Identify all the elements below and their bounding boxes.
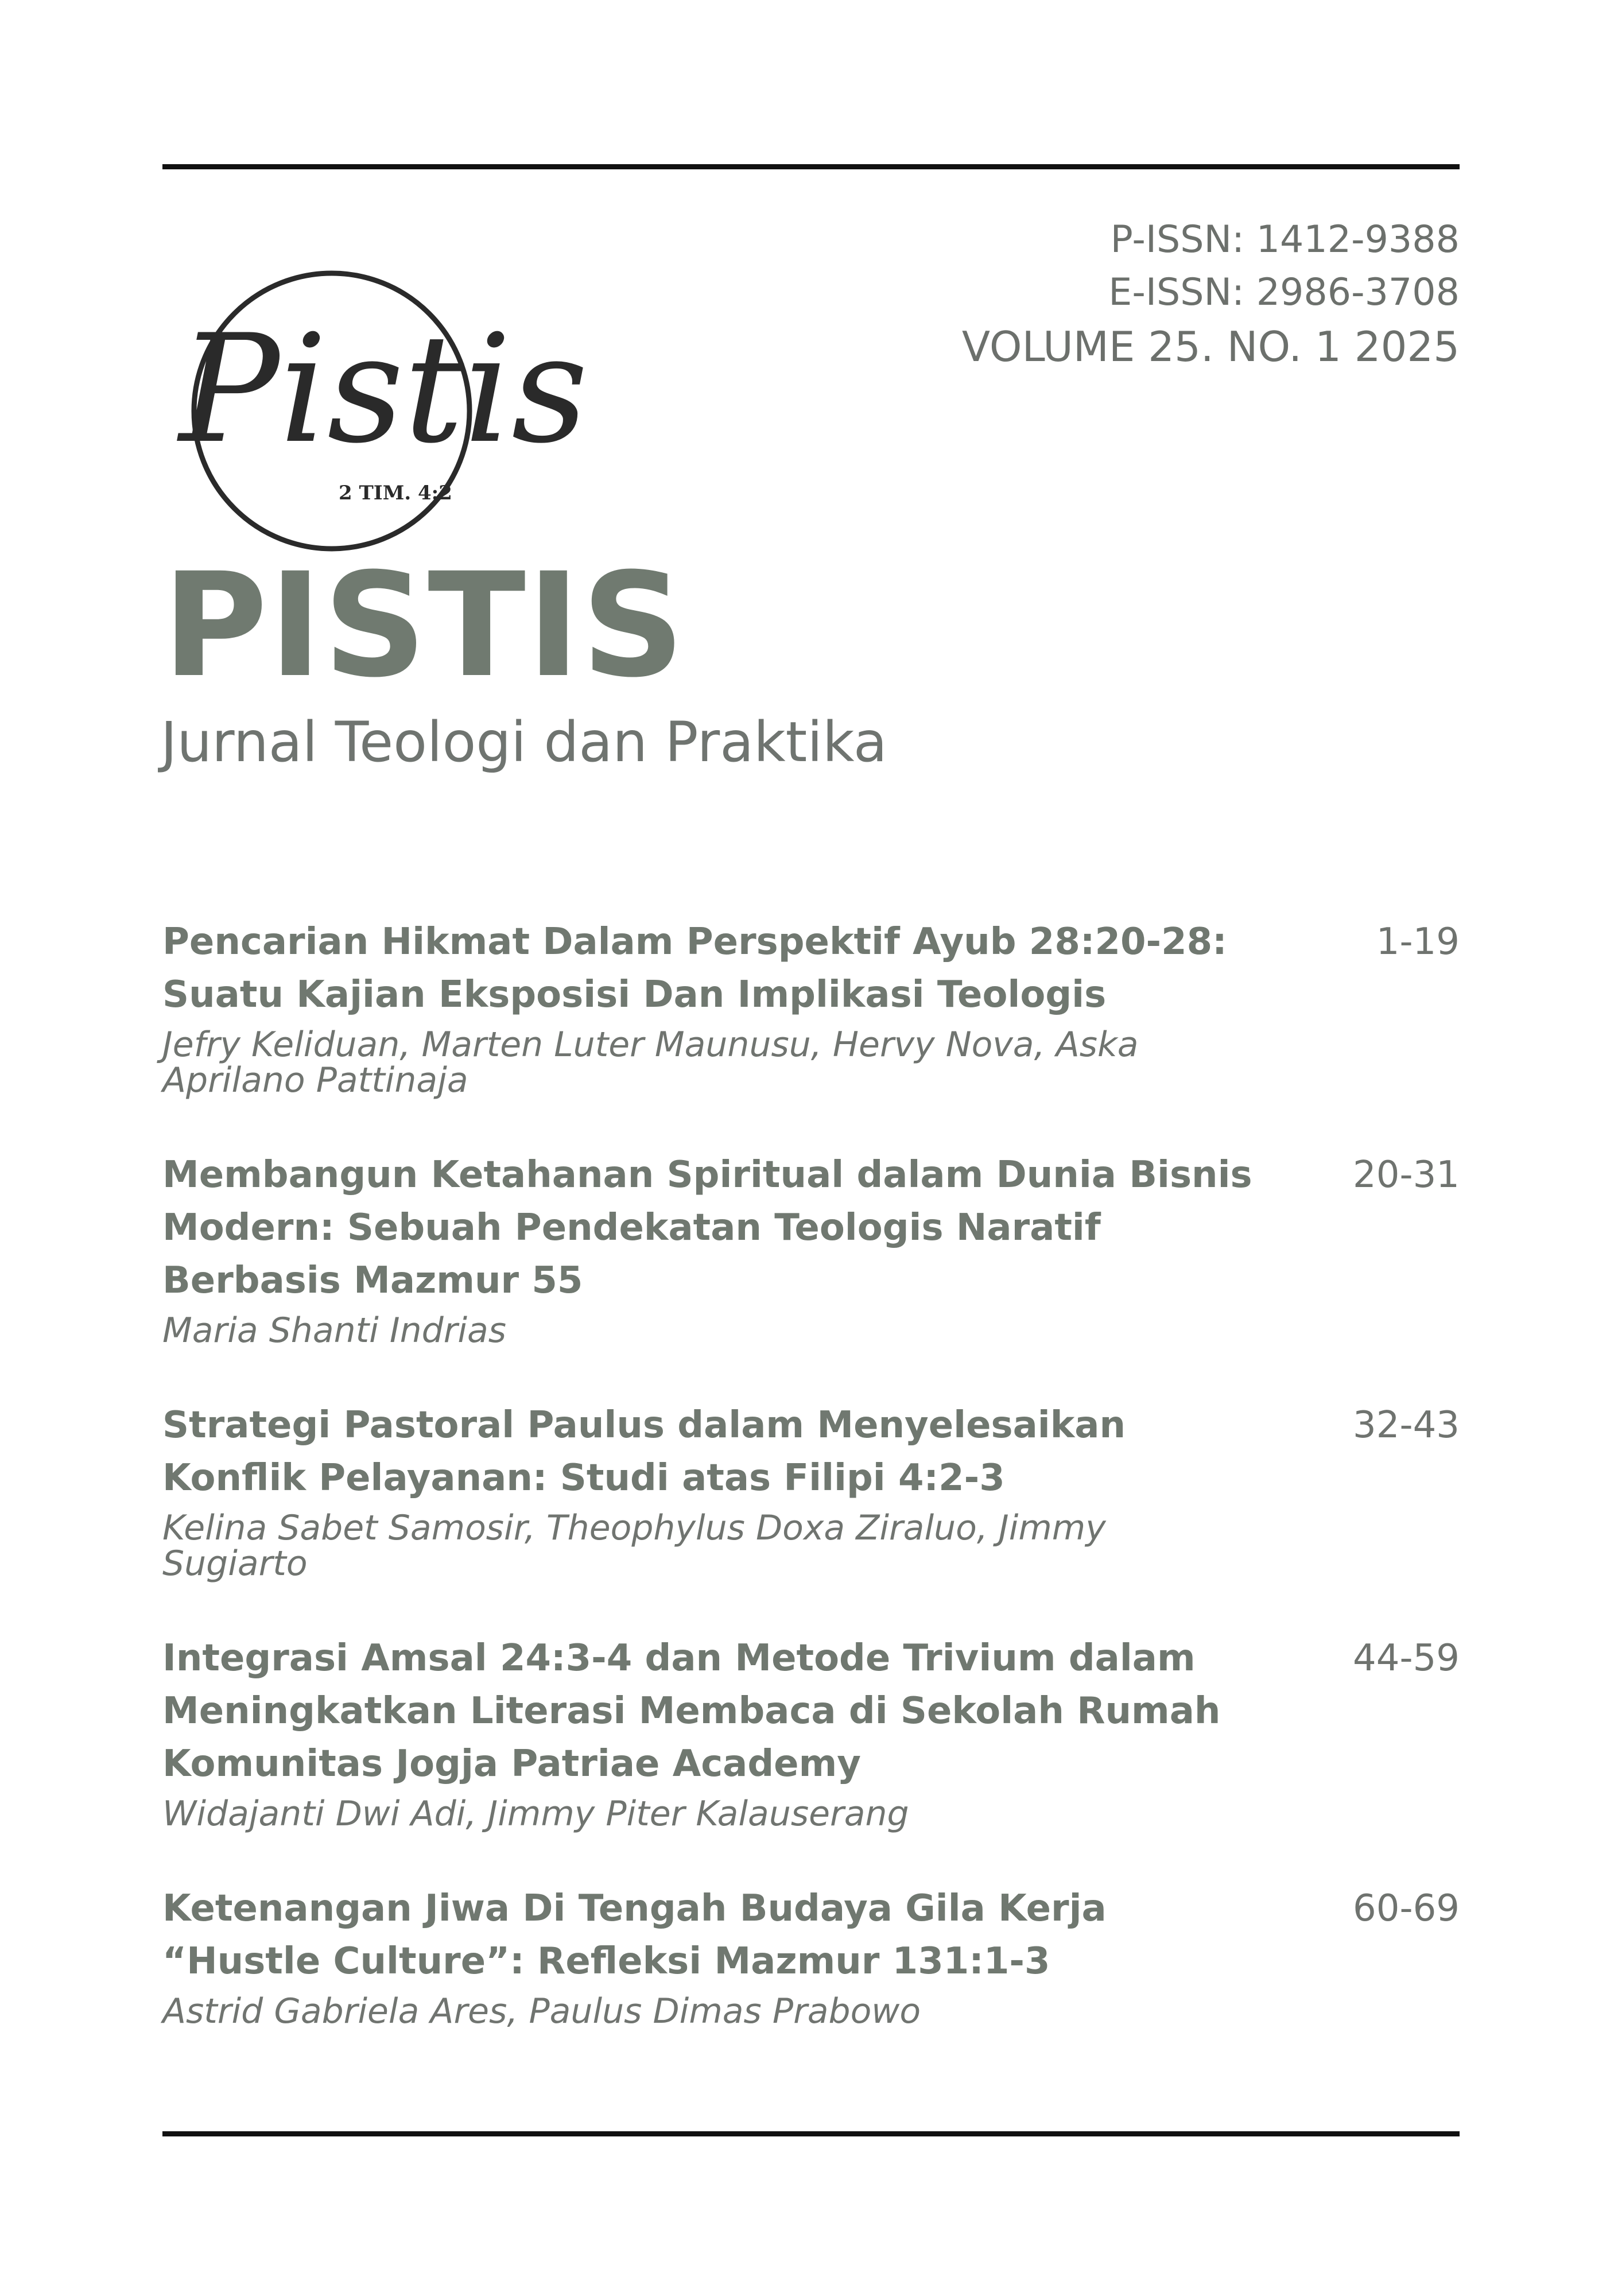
pistis-logo-icon <box>172 269 588 567</box>
article-title[interactable]: Integrasi Amsal 24:3-4 dan Metode Trivium dalam Meningkatkan Literasi Membaca di Sekolah Rumah Komunitas Jogja Patriae Academy <box>162 1637 1221 1785</box>
page-range: 60-69 <box>1353 1887 1460 1930</box>
volume-number: VOLUME 25. NO. 1 2025 <box>961 323 1460 371</box>
page-range: 1-19 <box>1376 921 1460 963</box>
toc-entry[interactable] <box>162 1882 1460 2029</box>
toc-entry[interactable] <box>162 1149 1460 1351</box>
bottom-divider <box>162 2131 1460 2136</box>
logo-script-text: Pistis <box>179 303 588 476</box>
page-range: 20-31 <box>1353 1154 1460 1196</box>
journal-subtitle: Jurnal Teologi dan Praktika <box>161 710 887 774</box>
p-issn: P-ISSN: 1412-9388 <box>1110 218 1460 261</box>
e-issn: E-ISSN: 2986-3708 <box>1108 271 1460 314</box>
page-range: 44-59 <box>1353 1637 1460 1680</box>
page-range: 32-43 <box>1353 1404 1460 1446</box>
article-title[interactable]: Membangun Ketahanan Spiritual dalam Dunia Bisnis Modern: Sebuah Pendekatan Teologis Naratif Berbasis Mazmur 55 <box>162 1154 1252 1302</box>
issn-block <box>962 214 1460 374</box>
toc-entry[interactable] <box>162 1632 1460 1832</box>
logo-verse-text: 2 TIM. 4:2 <box>339 482 452 505</box>
top-divider <box>162 164 1460 169</box>
article-title[interactable]: Strategi Pastoral Paulus dalam Menyelesaikan Konflik Pelayanan: Studi atas Filipi 4:2-3 <box>162 1404 1126 1499</box>
article-authors: Jefry Keliduan, Marten Luter Maunusu, Hervy Nova, Aska Aprilano Pattinaja <box>162 1025 1139 1100</box>
article-authors: Widajanti Dwi Adi, Jimmy Piter Kalauserang <box>162 1794 909 1834</box>
article-title[interactable]: Pencarian Hikmat Dalam Perspektif Ayub 28:20-28: Suatu Kajian Eksposisi Dan Implikasi Teologis <box>162 921 1227 1016</box>
article-authors: Kelina Sabet Samosir, Theophylus Doxa Ziraluo, Jimmy Sugiarto <box>162 1508 1106 1584</box>
journal-name: PISTIS <box>162 542 686 709</box>
article-title[interactable]: Ketenangan Jiwa Di Tengah Budaya Gila Kerja “Hustle Culture”: Refleksi Mazmur 131:1-3 <box>162 1887 1107 1983</box>
toc-entry[interactable] <box>162 1399 1460 1584</box>
journal-logo <box>172 269 588 567</box>
toc-entry[interactable] <box>162 916 1460 1098</box>
table-of-contents <box>162 916 1460 2080</box>
article-authors: Maria Shanti Indrias <box>162 1310 507 1351</box>
article-authors: Astrid Gabriela Ares, Paulus Dimas Prabowo <box>162 1991 921 2031</box>
